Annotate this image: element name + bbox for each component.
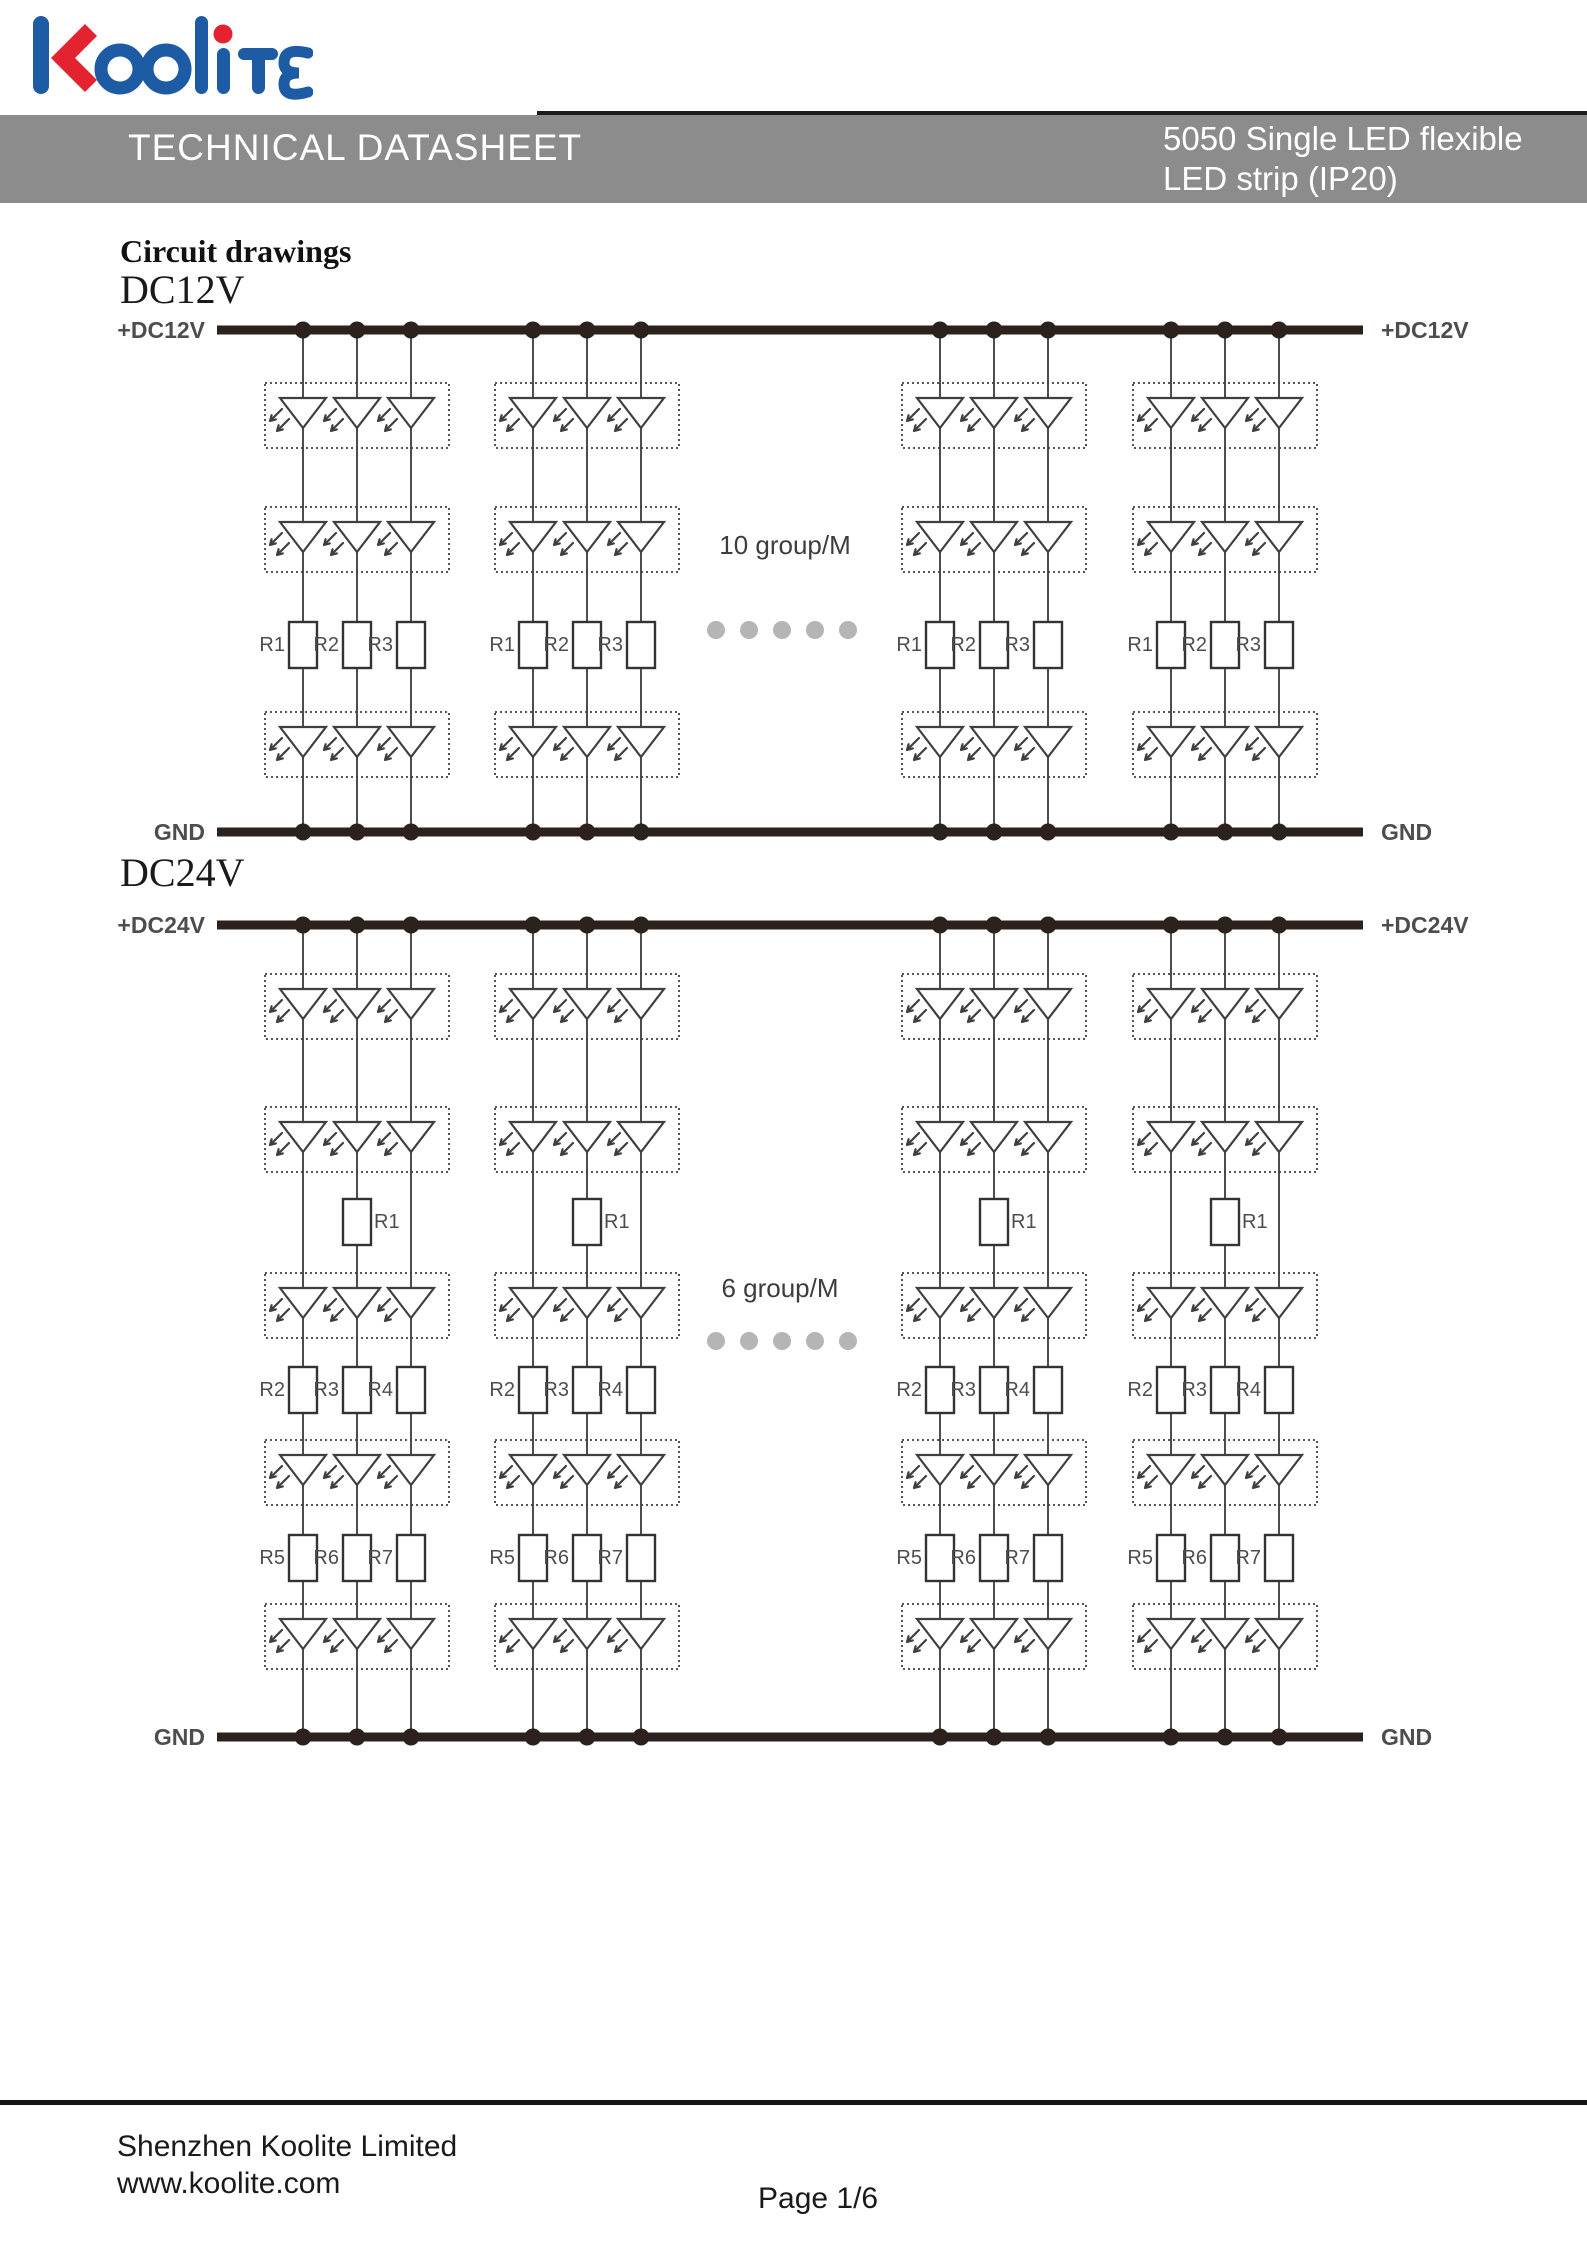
resistor-label: R6 <box>1181 1547 1207 1569</box>
resistor-label: R3 <box>367 634 393 656</box>
led-module-4 <box>1127 974 1317 1669</box>
dc12v-gnd-label-right: GND <box>1381 819 1433 845</box>
dc24v-group-note: 6 group/M <box>721 1273 839 1303</box>
dc12v-pos-label-left: +DC12V <box>117 317 205 343</box>
resistor-label: R3 <box>1181 1379 1207 1401</box>
resistor-label: R6 <box>313 1547 339 1569</box>
resistor-label: R7 <box>597 1547 623 1569</box>
resistor-label: R2 <box>489 1379 515 1401</box>
resistor-label: R3 <box>543 1379 569 1401</box>
logo-i-dot <box>214 25 233 44</box>
resistor-label: R2 <box>543 634 569 656</box>
logo <box>23 12 313 107</box>
dc12v-pos-label-right: +DC12V <box>1381 317 1469 343</box>
resistor-label: R3 <box>597 634 623 656</box>
resistor-label: R1 <box>374 1211 400 1233</box>
logo-k-stem <box>33 16 49 94</box>
resistor-label: R7 <box>1004 1547 1030 1569</box>
product-name-line1: 5050 Single LED flexible <box>1163 120 1523 157</box>
resistor-label: R6 <box>543 1547 569 1569</box>
led-module-4 <box>1127 383 1317 777</box>
resistor-label: R4 <box>367 1379 393 1401</box>
dc24v-gnd-label-left: GND <box>153 1724 205 1750</box>
led-module-3 <box>896 383 1086 777</box>
datasheet-title: TECHNICAL DATASHEET <box>128 127 583 168</box>
logo-e <box>284 51 308 94</box>
dc12v-group-note: 10 group/M <box>719 530 851 560</box>
dc12v-circuit-diagram <box>0 300 1587 860</box>
resistor-label: R5 <box>1127 1547 1153 1569</box>
resistor-label: R2 <box>1181 634 1207 656</box>
logo-l <box>195 16 208 94</box>
logo-t-stem <box>252 48 265 94</box>
dc24v-heading: DC24V <box>120 850 245 895</box>
resistor-label: R2 <box>259 1379 285 1401</box>
led-module-1 <box>259 383 449 777</box>
resistor-label: R7 <box>367 1547 393 1569</box>
resistor-label: R2 <box>1127 1379 1153 1401</box>
continuation-dots <box>707 621 857 639</box>
resistor-label: R2 <box>950 634 976 656</box>
resistor-label: R4 <box>597 1379 623 1401</box>
dc12v-gnd-label-left: GND <box>153 819 205 845</box>
footer-page-number: Page 1/6 <box>758 2182 879 2215</box>
led-module-2 <box>489 383 679 777</box>
logo-k-chevron <box>63 30 91 86</box>
resistor-label: R3 <box>1235 634 1261 656</box>
dc24v-gnd-label-right: GND <box>1381 1724 1433 1750</box>
resistor-label: R7 <box>1235 1547 1261 1569</box>
resistor-label: R1 <box>489 634 515 656</box>
resistor-label: R1 <box>1127 634 1153 656</box>
resistor-label: R2 <box>896 1379 922 1401</box>
product-name-line2: LED strip (IP20) <box>1163 160 1398 197</box>
product-name <box>1163 119 1523 199</box>
resistor-label: R3 <box>950 1379 976 1401</box>
footer-company: Shenzhen Koolite Limited <box>117 2130 458 2163</box>
section-heading: Circuit drawings <box>120 233 352 269</box>
logo-o1 <box>101 50 139 88</box>
footer-divider <box>0 2100 1587 2105</box>
dc24v-circuit-diagram <box>0 890 1587 1780</box>
resistor-label: R1 <box>259 634 285 656</box>
dc24v-pos-label-left: +DC24V <box>117 912 205 938</box>
logo-o2 <box>147 50 185 88</box>
resistor-label: R1 <box>1011 1211 1037 1233</box>
logo-i-stem <box>217 48 230 94</box>
resistor-label: R1 <box>1242 1211 1268 1233</box>
resistor-label: R5 <box>489 1547 515 1569</box>
resistor-label: R5 <box>259 1547 285 1569</box>
resistor-label: R6 <box>950 1547 976 1569</box>
resistor-label: R1 <box>604 1211 630 1233</box>
resistor-label: R3 <box>1004 634 1030 656</box>
led-module-2 <box>489 974 679 1669</box>
resistor-label: R5 <box>896 1547 922 1569</box>
resistor-label: R2 <box>313 634 339 656</box>
dc24v-pos-label-right: +DC24V <box>1381 912 1469 938</box>
resistor-label: R4 <box>1004 1379 1030 1401</box>
led-module-3 <box>896 974 1086 1669</box>
resistor-label: R4 <box>1235 1379 1261 1401</box>
continuation-dots <box>707 1332 857 1350</box>
resistor-label: R1 <box>896 634 922 656</box>
dc12v-heading: DC12V <box>120 267 245 312</box>
footer-website: www.koolite.com <box>117 2167 341 2200</box>
resistor-label: R3 <box>313 1379 339 1401</box>
led-module-1 <box>259 974 449 1669</box>
